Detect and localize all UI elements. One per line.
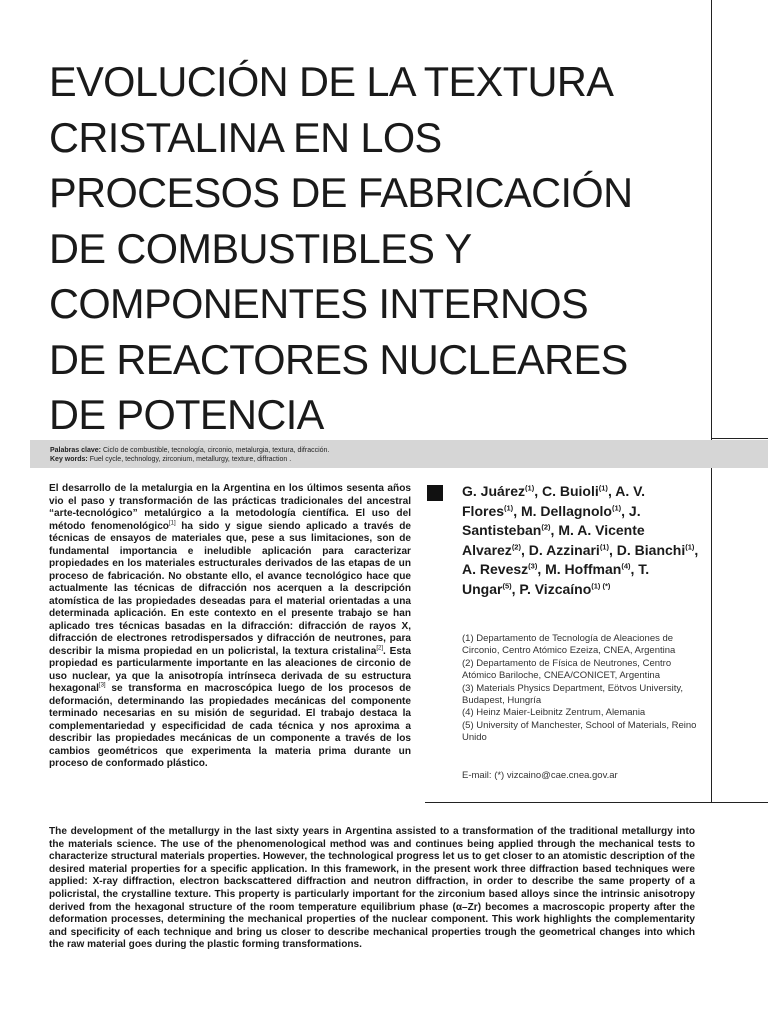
author-affiliation-ref: (1) (*) — [591, 580, 611, 590]
abstract-spanish — [49, 483, 411, 771]
author-separator: , — [534, 483, 542, 499]
author-bottom-rule — [425, 802, 768, 803]
affiliation-item: (4) Heinz Maier-Leibnitz Zentrum, Alemania — [462, 707, 646, 719]
author-affiliation-ref: (1) — [598, 483, 608, 493]
author-name: M. A. Vicente Alvarez — [462, 522, 645, 558]
author-separator: , — [607, 483, 616, 499]
author-name: J. Santisteban — [462, 502, 641, 538]
keywords-en-label: Key words: — [50, 456, 88, 463]
author-list — [462, 482, 702, 599]
keywords-en — [50, 455, 291, 464]
author-name: T. Ungar — [462, 561, 650, 597]
title-line: DE COMBUSTIBLES Y — [49, 224, 472, 272]
affiliation-item: (1) Departamento de Tecnología de Aleaciones de Circonio, Centro Atómico Ezeiza, CNEA, Argentina — [462, 633, 676, 657]
contact-email[interactable]: E-mail: (*) vizcaino@cae.cnea.gov.ar — [462, 770, 618, 781]
right-vertical-rule — [711, 0, 712, 440]
title-line: COMPONENTES INTERNOS — [49, 280, 589, 327]
author-name: C. Buioli — [541, 483, 599, 499]
author-name: D. Bianchi — [616, 541, 686, 558]
author-affiliation-ref: (1) — [525, 483, 535, 493]
keywords-es-text: Ciclo de combustible, tecnología, circonio, metalurgia, textura, difracción. — [102, 447, 330, 454]
citation-ref: [1] — [168, 520, 176, 527]
title-line: PROCESOS DE FABRICACIÓN — [49, 169, 633, 216]
author-separator: , — [520, 541, 529, 558]
author-affiliation-ref: (1) — [611, 502, 622, 512]
abstract-es-part: . Esta propiedad es particularmente importante en las aleaciones de circonio de uso nuclear, ya que la anisotropía intrínseca derivada de su estructura hexagonal — [49, 645, 411, 694]
author-affiliation-ref: (3) — [528, 561, 538, 571]
keywords-es-label: Palabras clave: — [50, 447, 101, 454]
author-name: A. V. Flores — [462, 483, 646, 519]
abstract-english: The development of the metallurgy in the last sixty years in Argentina assisted to a transformation of the traditional metallurgy into the materials science. The use of the phenomenological method was and continues being applied through the mechanical tests to characterize structural materials properties. However, the technological progress let us to get closer to an atomistic description of the desired material properties for a specific application. In this framework, in the present work three diffraction based techniques were applied: X-ray diffraction, electron backscattered diffraction and neutron diffraction, in order to describe the same property of a policristal, the crystalline texture. This property is particularly important for the zirconium based alloys since the intrinsic anisotropy derived from the hexagonal structure of the room temperature equilibrium phase (α–Zr) becomes a macroscopic property after the deformation processes, determining the mechanical properties of the nuclear component. This work highlights the complementarity and specificity of each technique and bring us closer to describe mechanical properties trough the geometrical changes into which the raw material goes during the plastic forming transformations. — [49, 826, 695, 951]
author-affiliation-ref: (1) — [599, 541, 609, 551]
author-affiliation-ref: (1) — [685, 541, 695, 551]
affiliation-item: (3) Materials Physics Department, Eötvos University, Budapest, Hungría — [462, 682, 684, 707]
title-line: CRISTALINA EN LOS — [49, 113, 442, 161]
citation-ref: [3] — [98, 682, 106, 689]
author-separator: , — [537, 561, 546, 577]
author-name: D. Azzinari — [528, 541, 600, 558]
citation-ref: [2] — [376, 645, 384, 652]
author-name: M. Dellagnolo — [520, 502, 612, 519]
author-name: M. Hoffman — [545, 561, 622, 577]
abstract-es-part: El desarrollo de la metalurgia en la Argentina en los últimos sesenta años vio el paso y transformación de las prácticas tradicionales del ancestral “arte-tecnológico” metalúrgico a la metodología científica. El uso del método fenomenológico — [49, 483, 411, 532]
author-name: P. Vizcaíno — [519, 580, 592, 597]
right-horizontal-rule — [711, 438, 768, 439]
abstract-es-part: ha sido y sigue siendo aplicado a través de técnicas de ensayos de materiales que, pese a sus limitaciones, son de fundamental importancia e ineludible aplicación para caracterizar propiedades en los materiales estructurales derivados de las etapas de un proceso de fabricación. No obstante ello, el avance tecnológico hace que actualmente las técnicas de difracción nos acerquen a la descripción atomística de las propiedades deseadas para el material orientadas a una determinada aplicación. En este contexto en el presente trabajo se han aplicado tres técnicas basadas en la difracción: difracción de rayos X, difracción de electrones retrodispersados y difracción de neutrones, para describir la misma propiedad en un policristal, la textura cristalina — [49, 520, 412, 657]
keywords-band — [30, 440, 768, 468]
section-marker-square — [427, 485, 443, 501]
author-separator: , — [513, 502, 521, 519]
author-affiliation-ref: (4) — [621, 561, 631, 571]
article-title — [49, 54, 704, 443]
keywords-es — [50, 446, 329, 455]
right-vertical-rule-lower — [711, 468, 712, 803]
author-separator: , — [608, 541, 617, 558]
affiliation-list — [462, 633, 702, 745]
keywords-en-text: Fuel cycle, technology, zirconium, metallurgy, texture, diffraction . — [89, 456, 292, 463]
author-separator: , — [694, 541, 699, 558]
title-line: DE REACTORES NUCLEARES — [49, 335, 628, 383]
author-affiliation-ref: (2) — [541, 522, 551, 532]
author-affiliation-ref: (1) — [504, 502, 514, 512]
title-line: DE POTENCIA — [49, 391, 324, 438]
author-separator: , — [630, 561, 639, 577]
abstract-es-part: se transforma en macroscópica luego de los procesos de deformación, determinando las propiedades mecánicas del componente terminado necesarias en su misión de seguridad. El trabajo destaca la complementariedad y especificidad de cada técnica y nos aproxima a describir las propiedades mecánicas de un componente a través de los cambios geométricos que experimenta la materia prima durante un proceso de conformado plástico. — [49, 683, 411, 769]
affiliation-item: (5) University of Manchester, School of Materials, Reino Unido — [462, 719, 697, 744]
author-affiliation-ref: (5) — [502, 580, 512, 590]
author-name: G. Juárez — [462, 483, 526, 499]
author-name: A. Revesz — [462, 561, 529, 577]
author-separator: , — [621, 502, 629, 519]
author-separator: , — [550, 522, 559, 538]
title-line: EVOLUCIÓN DE LA TEXTURA — [49, 58, 614, 105]
author-separator: , — [511, 580, 520, 597]
author-affiliation-ref: (2) — [511, 541, 521, 551]
affiliation-item: (2) Departamento de Física de Neutrones, Centro Atómico Bariloche, CNEA/CONICET, Argentina — [462, 657, 672, 682]
